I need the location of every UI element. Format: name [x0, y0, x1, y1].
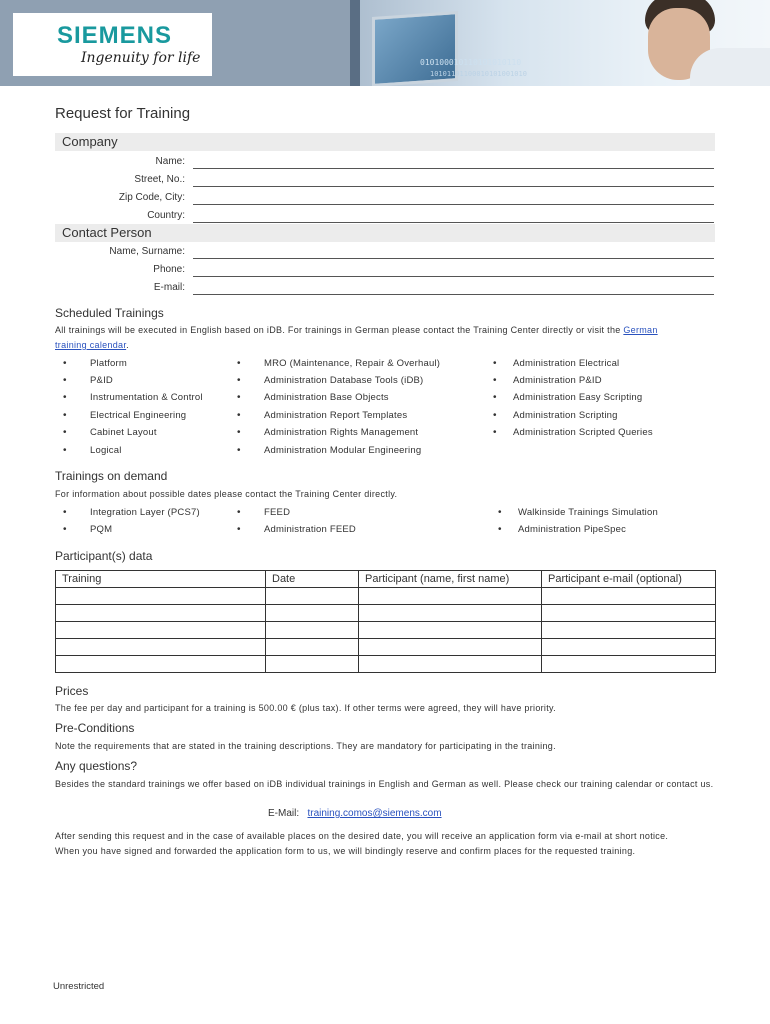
email-line: [268, 808, 442, 819]
list-item-label: Integration Layer (PCS7): [90, 507, 200, 518]
company-street-field[interactable]: [193, 186, 714, 187]
bullet-icon: •: [63, 392, 67, 403]
logo-tagline: Ingenuity for life: [81, 50, 201, 66]
bullet-icon: •: [237, 358, 241, 369]
company-zip-field[interactable]: [193, 204, 714, 205]
company-name-field[interactable]: [193, 168, 714, 169]
preconditions-text: Note the requirements that are stated in the training descriptions. They are mandatory for participating in the training.: [55, 741, 556, 751]
contact-phone-label: Phone:: [153, 264, 185, 275]
bullet-icon: •: [237, 427, 241, 438]
table-row: [56, 639, 716, 656]
company-heading: Company: [62, 134, 118, 149]
company-zip-label: Zip Code, City:: [118, 192, 185, 203]
prices-text: The fee per day and participant for a training is 500.00 € (plus tax). If other terms were agreed, they will have priority.: [55, 703, 556, 713]
bullet-icon: •: [493, 410, 497, 421]
bullet-icon: •: [63, 445, 67, 456]
training-calendar-link[interactable]: training calendar: [55, 340, 127, 350]
table-cell[interactable]: [359, 639, 542, 656]
list-item-label: Electrical Engineering: [90, 410, 187, 421]
page-title: Request for Training: [55, 105, 191, 122]
bullet-icon: •: [237, 392, 241, 403]
table-cell[interactable]: [266, 639, 359, 656]
list-item-label: Administration Rights Management: [264, 427, 419, 438]
list-item-label: Administration Easy Scripting: [513, 392, 643, 403]
questions-heading: Any questions?: [55, 759, 138, 773]
table-cell[interactable]: [359, 605, 542, 622]
table-header-row: [56, 571, 716, 588]
column-header-date: Date: [266, 571, 359, 588]
table-row: [56, 588, 716, 605]
table-cell[interactable]: [266, 605, 359, 622]
participants-heading: Participant(s) data: [55, 549, 153, 563]
table-cell[interactable]: [359, 588, 542, 605]
list-item-label: Administration P&ID: [513, 375, 602, 386]
bullet-icon: •: [63, 358, 67, 369]
list-item-label: FEED: [264, 507, 291, 518]
table-row: [56, 656, 716, 673]
company-country-label: Country:: [147, 210, 185, 221]
contact-name-label: Name, Surname:: [109, 246, 185, 257]
bullet-icon: •: [63, 524, 67, 535]
list-item-label: Logical: [90, 445, 122, 456]
table-cell[interactable]: [266, 588, 359, 605]
header-banner: [0, 0, 770, 86]
table-cell[interactable]: [266, 622, 359, 639]
bullet-icon: •: [63, 507, 67, 518]
contact-heading: Contact Person: [62, 225, 152, 240]
table-cell[interactable]: [56, 639, 266, 656]
table-row: [56, 622, 716, 639]
bullet-icon: •: [237, 507, 241, 518]
bullet-icon: •: [493, 392, 497, 403]
list-item-label: PQM: [90, 524, 113, 535]
contact-email-label: E-mail:: [153, 282, 185, 293]
list-item-label: Administration PipeSpec: [518, 524, 627, 535]
on-demand-text: For information about possible dates please contact the Training Center directly.: [55, 489, 398, 499]
column-header-training: Training: [56, 571, 266, 588]
bullet-icon: •: [63, 427, 67, 438]
bullet-icon: •: [237, 375, 241, 386]
list-item-label: Instrumentation & Control: [90, 392, 203, 403]
bullet-icon: •: [493, 427, 497, 438]
binary-code-text-2: 10101101100010101001010: [430, 70, 527, 78]
bullet-icon: •: [237, 524, 241, 535]
bullet-icon: •: [63, 410, 67, 421]
table-cell[interactable]: [266, 656, 359, 673]
company-name-label: Name:: [155, 156, 185, 167]
list-item-label: Cabinet Layout: [90, 427, 157, 438]
table-cell[interactable]: [56, 588, 266, 605]
list-item-label: Administration Report Templates: [264, 410, 408, 421]
bullet-icon: •: [498, 507, 502, 518]
footer-classification: Unrestricted: [53, 981, 105, 992]
scheduled-intro-end: .: [126, 340, 129, 350]
contact-phone-field[interactable]: [193, 276, 714, 277]
list-item-label: Administration Electrical: [513, 358, 620, 369]
on-demand-heading: Trainings on demand: [55, 469, 168, 483]
company-street-label: Street, No.:: [134, 174, 185, 185]
email-link[interactable]: training.comos@siemens.com: [307, 808, 442, 819]
table-row: [56, 605, 716, 622]
list-item-label: Administration Scripted Queries: [513, 427, 653, 438]
german-calendar-link[interactable]: German: [623, 325, 658, 335]
scheduled-trainings-text: [55, 323, 705, 353]
prices-heading: Prices: [55, 684, 89, 698]
contact-section-bar: [55, 224, 715, 242]
table-cell[interactable]: [56, 622, 266, 639]
binary-code-text: 010100010110101010110: [420, 58, 522, 67]
table-cell[interactable]: [359, 622, 542, 639]
table-cell[interactable]: [542, 639, 716, 656]
bullet-icon: •: [493, 375, 497, 386]
siemens-logo: [13, 13, 212, 76]
bullet-icon: •: [237, 410, 241, 421]
preconditions-heading: Pre-Conditions: [55, 721, 135, 735]
banner-divider: [350, 0, 360, 86]
bullet-icon: •: [237, 445, 241, 456]
list-item-label: Administration FEED: [264, 524, 356, 535]
list-item-label: Administration Database Tools (iDB): [264, 375, 424, 386]
table-cell[interactable]: [542, 605, 716, 622]
column-header-email: Participant e-mail (optional): [542, 571, 716, 588]
table-cell[interactable]: [542, 588, 716, 605]
list-item-label: P&ID: [90, 375, 113, 386]
scheduled-trainings-heading: Scheduled Trainings: [55, 306, 164, 320]
scheduled-intro: All trainings will be executed in English based on iDB. For trainings in German please contact the Training Center directly or visit the: [55, 325, 624, 335]
bullet-icon: •: [498, 524, 502, 535]
list-item-label: MRO (Maintenance, Repair & Overhaul): [264, 358, 441, 369]
company-section-bar: [55, 133, 715, 151]
list-item-label: Platform: [90, 358, 127, 369]
company-country-field[interactable]: [193, 222, 714, 223]
questions-text: Besides the standard trainings we offer based on iDB individual trainings in English and German as well. Please check our training calendar or contact us.: [55, 779, 714, 789]
list-item-label: Administration Scripting: [513, 410, 618, 421]
table-cell[interactable]: [542, 656, 716, 673]
person-shirt: [690, 48, 770, 86]
email-label: E-Mail:: [268, 808, 300, 819]
bullet-icon: •: [63, 375, 67, 386]
column-header-participant: Participant (name, first name): [359, 571, 542, 588]
table-cell[interactable]: [359, 656, 542, 673]
table-cell[interactable]: [56, 605, 266, 622]
table-cell[interactable]: [56, 656, 266, 673]
contact-email-field[interactable]: [193, 294, 714, 295]
list-item-label: Administration Modular Engineering: [264, 445, 422, 456]
bullet-icon: •: [493, 358, 497, 369]
logo-name: SIEMENS: [57, 22, 173, 49]
contact-name-field[interactable]: [193, 258, 714, 259]
table-cell[interactable]: [542, 622, 716, 639]
closing-text: After sending this request and in the case of available places on the desired date, you will receive an application form via e-mail at short notice. When you have signed and forwarded the application form to us, we will bindingly reserve and confirm places for the requested training.: [55, 831, 669, 856]
list-item-label: Walkinside Trainings Simulation: [518, 507, 658, 518]
participants-table: [55, 570, 716, 673]
list-item-label: Administration Base Objects: [264, 392, 389, 403]
